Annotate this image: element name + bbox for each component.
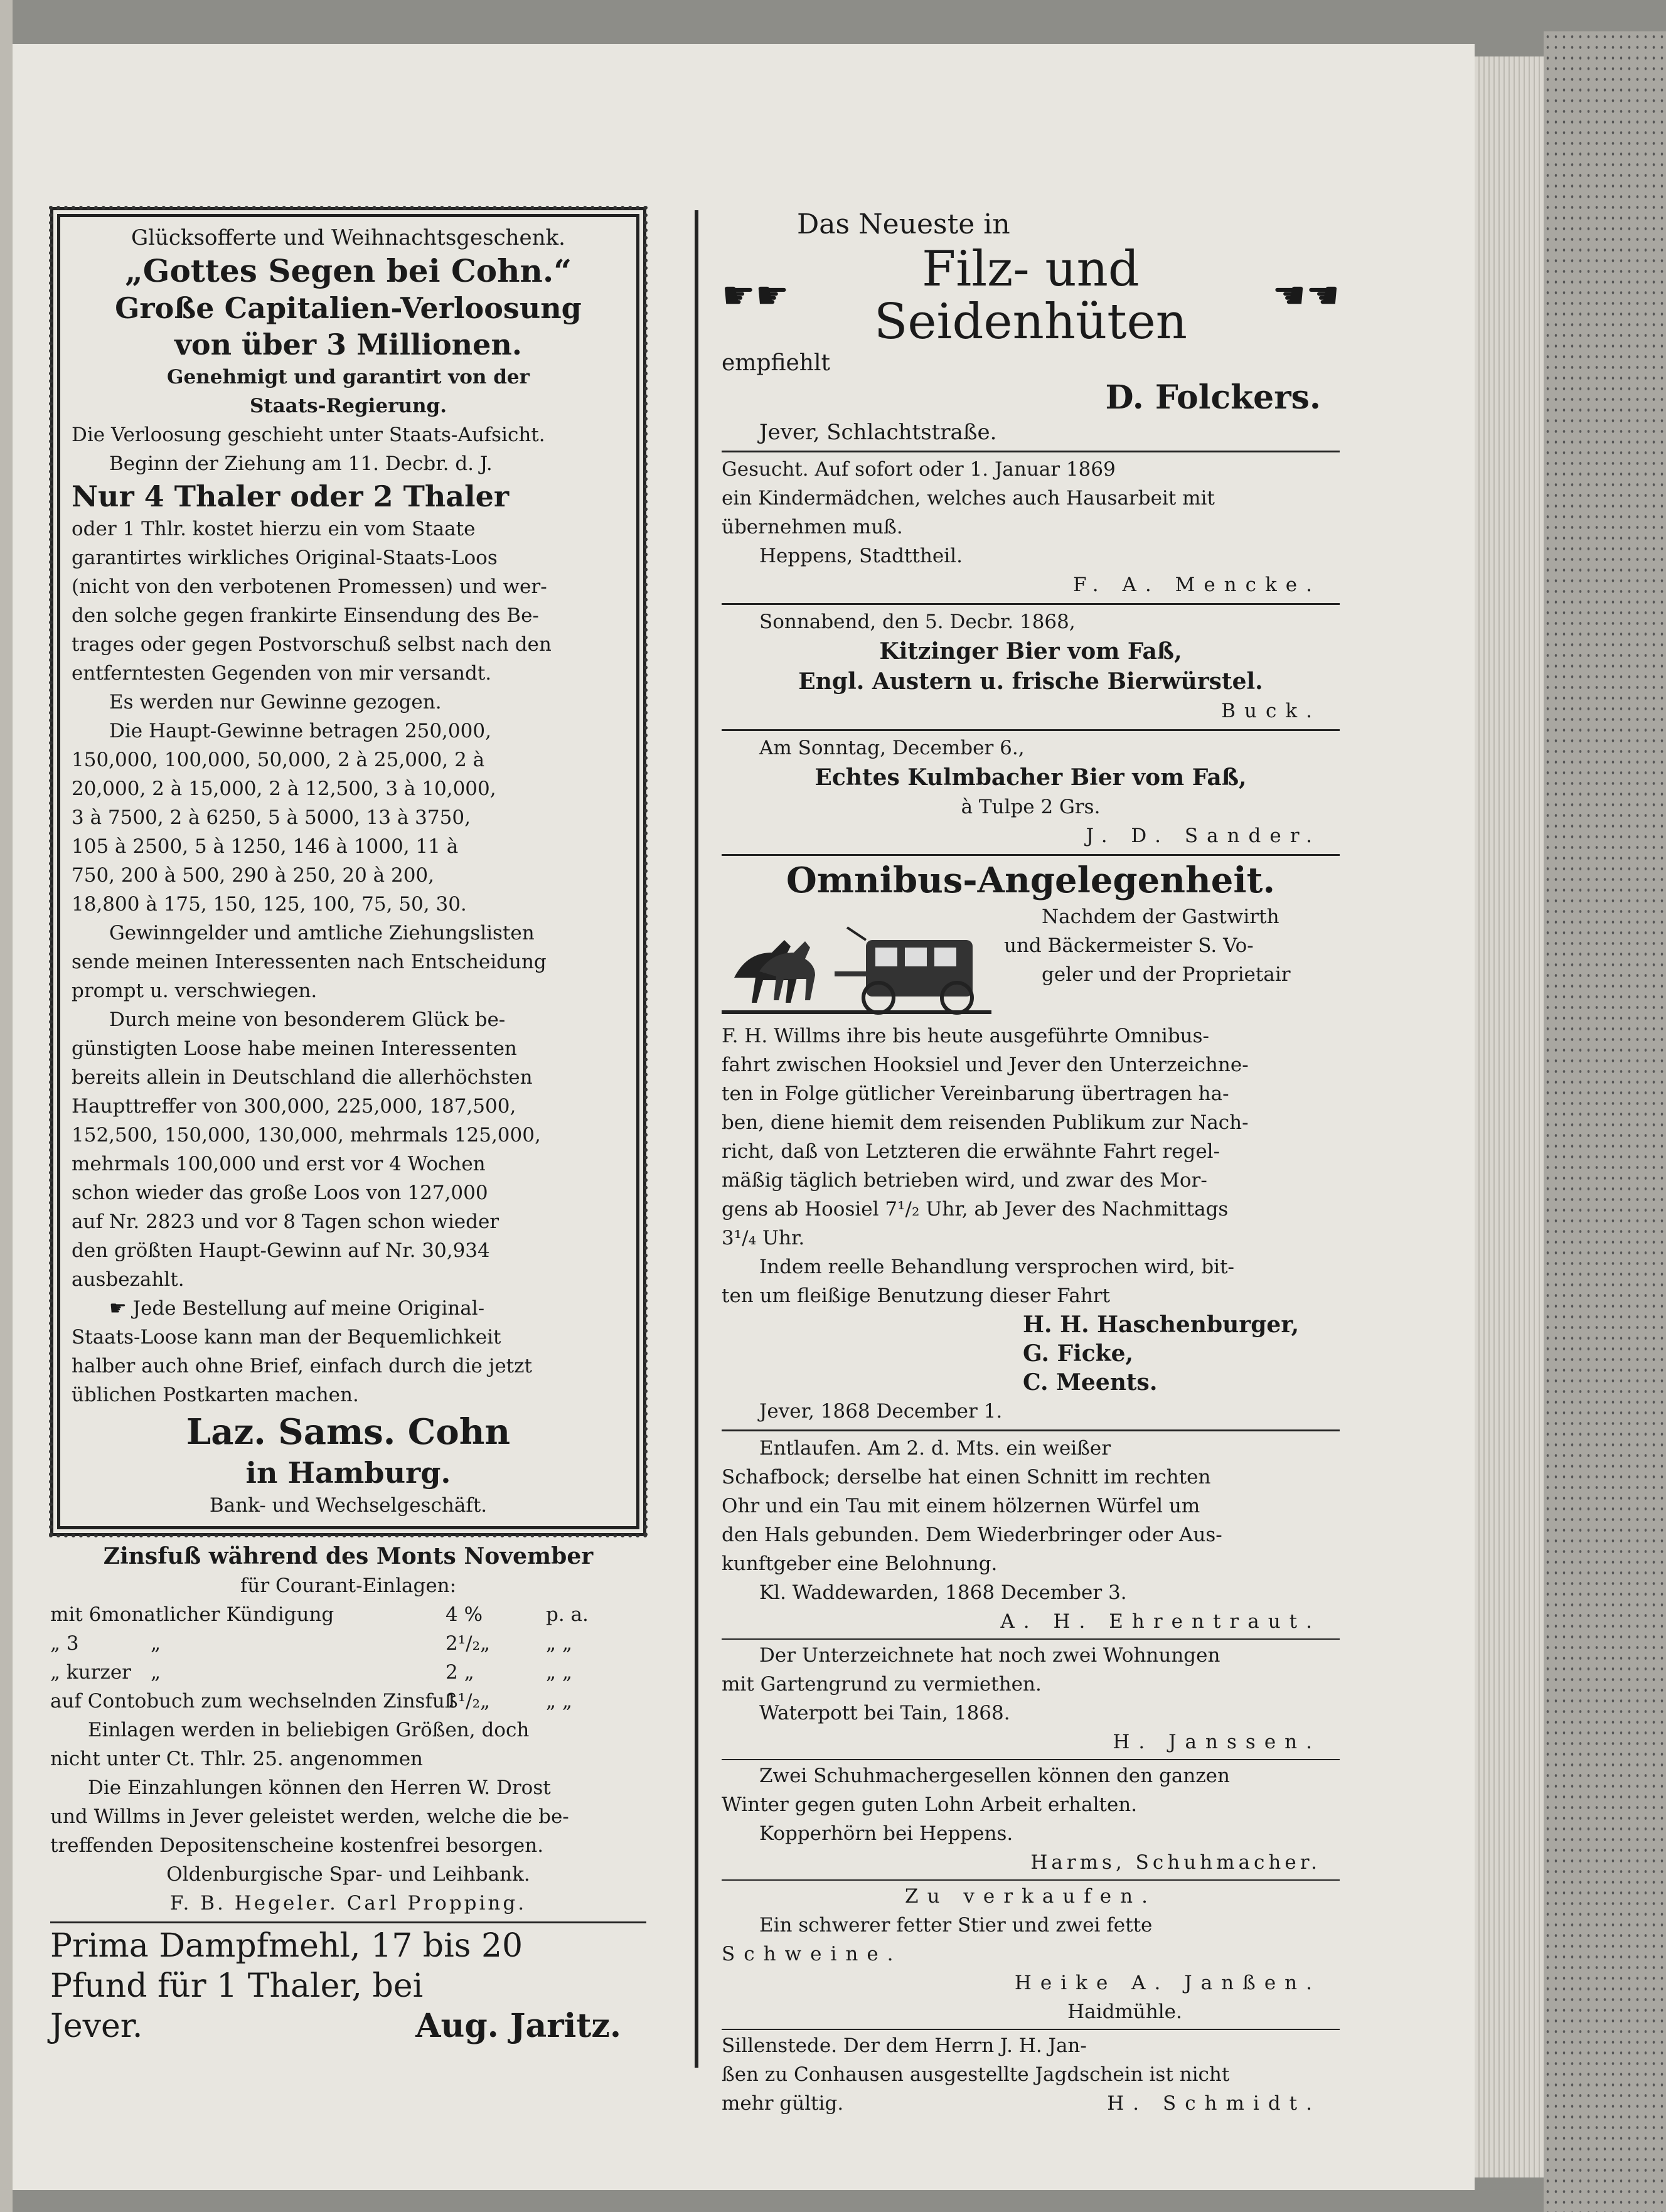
ad-signature-row	[50, 2006, 646, 2046]
rate-table-cell: auf Contobuch zum wechselnden Zinsfuß	[50, 1690, 458, 1712]
rate-table-cell: mit 6monatlicher Kündigung	[50, 1603, 334, 1626]
separator	[722, 729, 1340, 731]
ad-signature: A. H. Ehrentraut.	[1000, 1610, 1321, 1633]
ad-line: mit Gartengrund zu vermiethen.	[722, 1673, 1042, 1696]
rate-table-cell	[151, 1600, 446, 1629]
ad-line: treffenden Depositenscheine kostenfrei besorgen.	[50, 1834, 544, 1857]
ad-line: den solche gegen frankirte Einsendung des Be-	[72, 604, 539, 627]
ad-line: üblichen Postkarten machen.	[72, 1384, 359, 1406]
separator	[722, 1759, 1340, 1760]
ad-line: mehrmals 100,000 und erst vor 4 Wochen	[72, 1153, 486, 1175]
interest-rate-ad	[50, 1541, 646, 1918]
column-divider	[695, 210, 698, 2068]
ad-line: ☛ Jede Bestellung auf meine Original-	[109, 1297, 485, 1320]
ad-headline: Große Capitalien-Verloosung	[115, 291, 582, 325]
ad-line: Die Verloosung geschieht unter Staats-Aufsicht.	[72, 424, 545, 446]
right-column	[722, 207, 1340, 2118]
ad-headline: von über 3 Millionen.	[174, 328, 522, 361]
ad-location: in Hamburg.	[245, 1456, 451, 1490]
ad-line: Der Unterzeichnete hat noch zwei Wohnungen	[759, 1644, 1220, 1667]
ad-signature: C. Meents.	[1023, 1369, 1158, 1396]
rental-ad	[722, 1641, 1340, 1756]
ad-line: 750, 200 à 500, 290 à 250, 20 à 200,	[72, 864, 435, 887]
ad-headline: Nur 4 Thaler oder 2 Thaler	[72, 479, 510, 513]
ad-line: richt, daß von Letzteren die erwähnte Fahrt regel-	[722, 1140, 1220, 1163]
rate-table-cell: „ kurzer	[50, 1661, 131, 1684]
ad-headline: Engl. Austern u. frische Bierwürstel.	[798, 668, 1263, 695]
ad-line: Ein schwerer fetter Stier und zwei fette	[759, 1914, 1153, 1937]
ad-line: günstigten Loose habe meinen Interessenten	[72, 1037, 517, 1060]
ad-line: à Tulpe 2 Grs.	[961, 796, 1101, 818]
wanted-ad	[722, 455, 1340, 599]
ad-line: Gesucht. Auf sofort oder 1. Januar 1869	[722, 458, 1116, 481]
ad-line: Sonnabend, den 5. Decbr. 1868,	[759, 611, 1076, 633]
ad-signature: J. D. Sander.	[1086, 825, 1321, 847]
ad-line: Gewinngelder und amtliche Ziehungslisten	[109, 922, 535, 944]
runaway-ad	[722, 1434, 1340, 1636]
ad-line: ein Kindermädchen, welches auch Hausarbeit mit	[722, 487, 1215, 510]
ad-line: Nachdem der Gastwirth	[1042, 906, 1279, 928]
ad-signature: D. Folckers.	[1105, 378, 1321, 417]
ad-line: Am Sonntag, December 6.,	[759, 737, 1025, 759]
page-block-edge	[1475, 56, 1544, 2177]
rate-table-cell: „ „	[546, 1661, 572, 1684]
ad-line: übernehmen muß.	[722, 516, 903, 538]
ad-signature: H. H. Haschenburger,	[1023, 1312, 1300, 1338]
rate-table-cell: 1¹/₂„	[446, 1690, 491, 1712]
ad-line: Einlagen werden in beliebigen Größen, doch	[88, 1719, 530, 1741]
rate-table-cell: 2¹/₂„	[446, 1632, 491, 1655]
ad-line: ßen zu Conhausen ausgestellte Jagdschein ist nicht	[722, 2063, 1230, 2086]
ad-line: Jever, 1868 December 1.	[759, 1400, 1003, 1423]
ad-line: Durch meine von besonderem Glück be-	[109, 1008, 506, 1031]
ad-line: mäßig täglich betrieben wird, und zwar des Mor-	[722, 1169, 1207, 1192]
ad-line: 18,800 à 175, 150, 125, 100, 75, 50, 30.	[72, 893, 467, 916]
ad-line: Genehmigt und garantirt von der	[167, 366, 530, 388]
ad-line: (nicht von den verbotenen Promessen) und wer-	[72, 575, 547, 598]
ad-line: Heppens, Stadttheil.	[759, 545, 963, 567]
ad-line: ten in Folge gütlicher Vereinbarung übertragen ha-	[722, 1082, 1229, 1105]
ad-line: und Willms in Jever geleistet werden, welche die be-	[50, 1805, 569, 1828]
ad-line: Die Einzahlungen können den Herren W. Drost	[88, 1777, 551, 1799]
ad-line: garantirtes wirkliches Original-Staats-Loos	[72, 547, 498, 569]
shoemaker-ad	[722, 1761, 1340, 1877]
ad-headline: „Gottes Segen bei Cohn.“	[124, 252, 572, 289]
rate-table-cell: p. a.	[546, 1603, 589, 1626]
ad-signature: Buck.	[1221, 700, 1321, 722]
ad-line: halber auch ohne Brief, einfach durch die jetzt	[72, 1355, 532, 1377]
ad-headline: Filz- und	[922, 241, 1140, 297]
ad-line: Winter gegen guten Lohn Arbeit erhalten.	[722, 1793, 1138, 1816]
ad-line: Zwei Schuhmachergesellen können den ganzen	[759, 1765, 1230, 1787]
ad-signature: Oldenburgische Spar- und Leihbank.	[166, 1863, 530, 1886]
ad-line: Beginn der Ziehung am 11. Decbr. d. J.	[109, 452, 493, 475]
ad-line: empfiehlt	[722, 350, 830, 376]
ad-line: trages oder gegen Postvorschuß selbst nach den	[72, 633, 552, 656]
rate-table-cell: 2 „	[446, 1661, 474, 1684]
ad-location: Haidmühle.	[1067, 2001, 1182, 2023]
ad-line: und Bäckermeister S. Vo-	[1004, 934, 1254, 957]
ad-headline: Kitzinger Bier vom Faß,	[879, 638, 1182, 665]
separator	[722, 854, 1340, 856]
ad-line: Schafbock; derselbe hat einen Schnitt im rechten	[722, 1466, 1211, 1488]
pointing-hand-icon: ☚☚	[1272, 274, 1340, 318]
separator	[722, 1638, 1340, 1640]
ad-line: Sillenstede. Der dem Herrn J. H. Jan-	[722, 2034, 1087, 2057]
facing-page-edge	[0, 0, 13, 2212]
rate-table-cell: 4 %	[446, 1603, 483, 1626]
ad-signature: Laz. Sams. Cohn	[186, 1411, 511, 1453]
ad-signature: F. B. Hegeler. Carl Propping.	[169, 1892, 527, 1915]
ad-line: Entlaufen. Am 2. d. Mts. ein weißer	[759, 1437, 1111, 1460]
lottery-ad	[50, 207, 646, 1536]
ad-line: prompt u. verschwiegen.	[72, 980, 318, 1002]
ad-headline: Seidenhüten	[873, 294, 1188, 350]
separator	[722, 451, 1340, 452]
separator	[722, 1879, 1340, 1881]
ad-line: gens ab Hoosiel 7¹/₂ Uhr, ab Jever des Nachmittags	[722, 1198, 1229, 1221]
ad-line: Haupttreffer von 300,000, 225,000, 187,500,	[72, 1095, 516, 1118]
ad-line: oder 1 Thlr. kostet hierzu ein vom Staate	[72, 518, 476, 540]
ad-headline: Prima Dampfmehl, 17 bis 20	[50, 1927, 523, 1965]
flour-ad	[50, 1926, 646, 2046]
ad-line: Kl. Waddewarden, 1868 December 3.	[759, 1581, 1127, 1604]
ad-line: sende meinen Interessenten nach Entscheidung	[72, 951, 547, 973]
ad-line: den Hals gebunden. Dem Wiederbringer oder Aus-	[722, 1524, 1222, 1546]
ad-line: 3¹/₄ Uhr.	[722, 1227, 805, 1249]
hat-banner	[722, 242, 1340, 349]
ad-line: ten um fleißige Benutzung dieser Fahrt	[722, 1285, 1111, 1307]
ad-line: Die Haupt-Gewinne betragen 250,000,	[109, 720, 491, 742]
hat-ad	[722, 207, 1340, 447]
omnibus-intro	[722, 902, 1340, 1022]
ad-line: ausbezahlt.	[72, 1268, 184, 1291]
hunting-license-ad	[722, 2031, 1340, 2118]
ad-line: Ohr und ein Tau mit einem hölzernen Würfel um	[722, 1495, 1200, 1517]
rate-table-cell: „ „	[546, 1690, 572, 1712]
ad-line: Es werden nur Gewinne gezogen.	[109, 691, 442, 713]
ad-headline: Echtes Kulmbacher Bier vom Faß,	[814, 764, 1247, 791]
ad-signature: H. Schmidt.	[1107, 2092, 1321, 2115]
ad-headline: Zinsfuß während des Monts November	[103, 1543, 594, 1569]
rate-table-cell: „	[151, 1632, 161, 1655]
ad-line: geler und der Proprietair	[1042, 963, 1291, 986]
ad-line: 20,000, 2 à 15,000, 2 à 12,500, 3 à 10,000,	[72, 777, 496, 800]
ad-headline: Pfund für 1 Thaler, bei	[50, 1967, 424, 2005]
ad-line: für Courant-Einlagen:	[240, 1574, 457, 1597]
separator	[722, 2029, 1340, 2030]
beer-ad-2	[722, 734, 1340, 850]
ad-line: 150,000, 100,000, 50,000, 2 à 25,000, 2 à	[72, 749, 485, 771]
ad-line: 3 à 7500, 2 à 6250, 5 à 5000, 13 à 3750,	[72, 806, 471, 829]
ad-line: Glücksofferte und Weihnachtsgeschenk.	[131, 225, 565, 250]
ad-headline: Zu verkaufen.	[905, 1885, 1156, 1908]
ad-line: 105 à 2500, 5 à 1250, 146 à 1000, 11 à	[72, 835, 459, 858]
ad-line: auf Nr. 2823 und vor 8 Tagen schon wieder	[72, 1210, 499, 1233]
beer-ad-1	[722, 607, 1340, 725]
background-surface	[1544, 31, 1666, 2212]
ad-signature: Heike A. Janßen.	[1014, 1972, 1321, 1994]
ad-line: nicht unter Ct. Thlr. 25. angenommen	[50, 1748, 424, 1770]
ad-line: Schweine.	[722, 1943, 902, 1965]
ad-line: F. H. Willms ihre bis heute ausgeführte Omnibus-	[722, 1025, 1210, 1047]
ad-location: Jever.	[50, 2007, 143, 2045]
ad-line: Indem reelle Behandlung versprochen wird, bit-	[759, 1256, 1235, 1278]
left-column	[50, 207, 646, 2046]
ad-line: bereits allein in Deutschland die allerhöchsten	[72, 1066, 533, 1089]
separator	[722, 1429, 1340, 1431]
ad-line: Jever, Schlachtstraße.	[759, 420, 997, 445]
ad-line: mehr gültig.	[722, 2092, 844, 2115]
ad-line: Bank- und Wechselgeschäft.	[209, 1494, 488, 1517]
horse-coach-illustration	[722, 902, 991, 1022]
omnibus-ad	[722, 858, 1340, 1426]
ad-signature: G. Ficke,	[1023, 1340, 1134, 1367]
ad-line: entferntesten Gegenden von mir versandt.	[72, 662, 492, 685]
ad-signature: Aug. Jaritz.	[415, 2007, 621, 2045]
separator	[722, 603, 1340, 605]
rate-table-cell: „ 3	[50, 1632, 79, 1655]
ad-line: Staats-Loose kann man der Bequemlichkeit	[72, 1326, 501, 1349]
ad-line: schon wieder das große Loos von 127,000	[72, 1182, 488, 1204]
ad-headline: Omnibus-Angelegenheit.	[786, 860, 1275, 901]
rate-table-cell: „	[151, 1661, 161, 1684]
ad-line: Kopperhörn bei Heppens.	[759, 1822, 1013, 1845]
ad-line: den größten Haupt-Gewinn auf Nr. 30,934	[72, 1239, 490, 1262]
ad-signature: Harms, Schuhmacher.	[1030, 1851, 1321, 1874]
for-sale-ad	[722, 1882, 1340, 2026]
rate-table-cell: „ „	[546, 1632, 572, 1655]
ad-signature: F. A. Mencke.	[1073, 574, 1321, 596]
ad-line: kunftgeber eine Belohnung.	[722, 1552, 998, 1575]
ad-signature: H. Janssen.	[1113, 1731, 1321, 1753]
ad-line: Das Neueste in	[797, 208, 1010, 240]
pointing-hand-icon: ☛☛	[722, 274, 789, 318]
separator	[50, 1921, 646, 1923]
ad-line: 152,500, 150,000, 130,000, mehrmals 125,000,	[72, 1124, 541, 1146]
ad-line: ben, diene hiemit dem reisenden Publikum zur Nach-	[722, 1111, 1249, 1134]
ad-line: fahrt zwischen Hooksiel und Jever den Unterzeichne-	[722, 1054, 1249, 1076]
rate-table	[50, 1600, 646, 1716]
ad-line: Staats-Regierung.	[249, 395, 447, 417]
ad-line: Waterpott bei Tain, 1868.	[759, 1702, 1010, 1724]
